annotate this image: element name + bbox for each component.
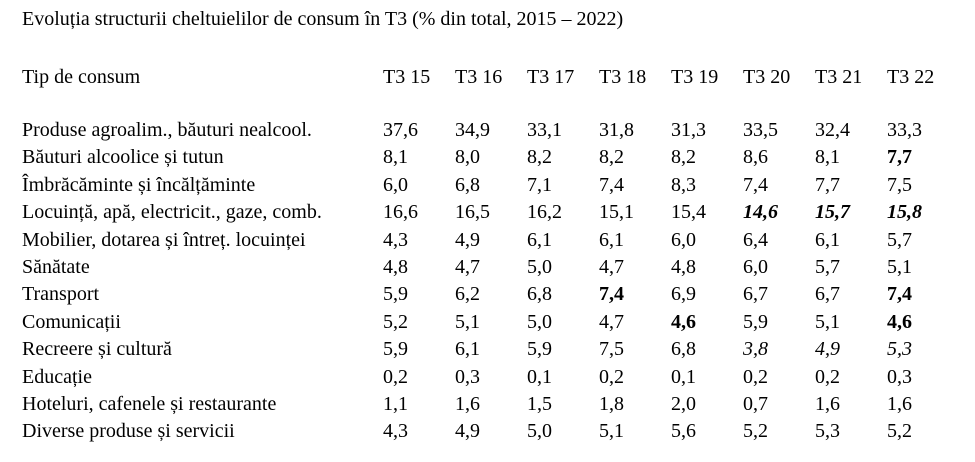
table-cell: 8,6 (743, 146, 768, 169)
table-cell: 0,3 (887, 365, 912, 388)
table-cell: 8,2 (671, 146, 696, 169)
table-cell: 6,0 (743, 256, 768, 278)
table-cell: 6,1 (455, 338, 480, 361)
table-cell: 6,1 (815, 228, 840, 251)
table-cell: 6,7 (743, 283, 768, 306)
column-header-4: T3 18 (599, 66, 647, 88)
table-cell: 31,3 (671, 119, 706, 141)
column-header-3: T3 17 (527, 66, 575, 88)
table-cell: 1,6 (887, 393, 912, 415)
table-cell: 15,7 (815, 201, 850, 224)
table-cell: 8,0 (455, 146, 480, 169)
table-cell: 3,8 (743, 338, 768, 361)
table-cell: 33,5 (743, 119, 778, 141)
table-cell: 7,7 (815, 173, 840, 196)
row-label: Hoteluri, cafenele și restaurante (22, 393, 277, 415)
table-cell: 0,2 (383, 365, 408, 388)
table-cell: 6,1 (599, 228, 624, 251)
table-cell: 15,4 (671, 201, 706, 224)
table-cell: 8,1 (383, 146, 408, 169)
table-cell: 5,1 (887, 256, 912, 278)
table-cell: 5,3 (815, 420, 840, 443)
table-cell: 5,7 (815, 256, 840, 278)
table-cell: 16,6 (383, 201, 418, 224)
table-cell: 1,6 (455, 393, 480, 415)
table-cell: 5,1 (815, 310, 840, 333)
table-cell: 4,7 (599, 256, 624, 278)
table-cell: 0,1 (527, 365, 552, 388)
column-header-6: T3 20 (743, 66, 791, 88)
row-label: Diverse produse și servicii (22, 420, 235, 443)
table-cell: 15,1 (599, 201, 634, 224)
table-cell: 5,3 (887, 338, 912, 361)
table-cell: 16,5 (455, 201, 490, 224)
table-cell: 5,0 (527, 256, 552, 278)
table-cell: 6,8 (455, 173, 480, 196)
table-cell: 0,7 (743, 393, 768, 415)
table-cell: 7,7 (887, 146, 912, 169)
table-cell: 0,3 (455, 365, 480, 388)
table-cell: 5,2 (743, 420, 768, 443)
table-cell: 4,7 (455, 256, 480, 278)
table-cell: 4,9 (815, 338, 840, 361)
table-cell: 7,4 (599, 173, 624, 196)
table-cell: 15,8 (887, 201, 922, 224)
column-header-label: Tip de consum (22, 66, 141, 88)
table-cell: 7,4 (887, 283, 912, 306)
table-cell: 6,1 (527, 228, 552, 251)
table-cell: 5,9 (527, 338, 552, 361)
table-cell: 6,2 (455, 283, 480, 306)
column-header-8: T3 22 (887, 66, 935, 88)
table-cell: 4,9 (455, 228, 480, 251)
table-cell: 1,8 (599, 393, 624, 415)
row-label: Băuturi alcoolice și tutun (22, 146, 224, 169)
table-cell: 7,5 (599, 338, 624, 361)
table-cell: 5,9 (743, 310, 768, 333)
row-label: Produse agroalim., băuturi nealcool. (22, 119, 312, 141)
table-cell: 37,6 (383, 119, 418, 141)
table-cell: 6,8 (671, 338, 696, 361)
table-cell: 7,1 (527, 173, 552, 196)
page-title: Evoluția structurii cheltuielilor de consum în T3 (% din total, 2015 – 2022) (22, 8, 624, 30)
row-label: Recreere și cultură (22, 338, 172, 361)
table-cell: 14,6 (743, 201, 778, 224)
table-cell: 5,6 (671, 420, 696, 443)
table-cell: 6,7 (815, 283, 840, 306)
row-label: Mobilier, dotarea și întreț. locuinței (22, 228, 306, 251)
table-cell: 4,8 (671, 256, 696, 278)
row-label: Educație (22, 365, 92, 388)
table-cell: 0,2 (599, 365, 624, 388)
table-cell: 31,8 (599, 119, 634, 141)
row-label: Îmbrăcăminte și încălțăminte (22, 173, 256, 196)
table-cell: 5,0 (527, 420, 552, 443)
table-cell: 0,2 (743, 365, 768, 388)
table-cell: 32,4 (815, 119, 850, 141)
table-cell: 5,2 (887, 420, 912, 443)
column-header-2: T3 16 (455, 66, 503, 88)
row-label: Comunicații (22, 310, 121, 333)
table-cell: 4,6 (671, 310, 696, 333)
table-cell: 0,1 (671, 365, 696, 388)
table-cell: 6,0 (383, 173, 408, 196)
table-cell: 16,2 (527, 201, 562, 224)
table-cell: 2,0 (671, 393, 696, 415)
row-label: Locuință, apă, electricit., gaze, comb. (22, 201, 322, 224)
table-cell: 5,7 (887, 228, 912, 251)
table-cell: 8,1 (815, 146, 840, 169)
table-cell: 33,1 (527, 119, 562, 141)
table-cell: 7,5 (887, 173, 912, 196)
table-cell: 1,6 (815, 393, 840, 415)
table-cell: 5,0 (527, 310, 552, 333)
table-cell: 4,3 (383, 420, 408, 443)
table-cell: 8,2 (527, 146, 552, 169)
row-label: Transport (22, 283, 100, 306)
table-cell: 8,2 (599, 146, 624, 169)
column-header-1: T3 15 (383, 66, 431, 88)
column-header-5: T3 19 (671, 66, 719, 88)
table-cell: 6,8 (527, 283, 552, 306)
table-cell: 33,3 (887, 119, 922, 141)
table-cell: 1,1 (383, 393, 408, 415)
table-cell: 4,9 (455, 420, 480, 443)
table-cell: 5,1 (455, 310, 480, 333)
table-cell: 6,9 (671, 283, 696, 306)
table-cell: 7,4 (599, 283, 624, 306)
table-cell: 5,9 (383, 338, 408, 361)
table-cell: 4,3 (383, 228, 408, 251)
column-header-7: T3 21 (815, 66, 863, 88)
table-cell: 1,5 (527, 393, 552, 415)
table-cell: 0,2 (815, 365, 840, 388)
table-cell: 4,8 (383, 256, 408, 278)
table-cell: 4,6 (887, 310, 912, 333)
table-cell: 5,1 (599, 420, 624, 443)
table-cell: 6,0 (671, 228, 696, 251)
table-cell: 6,4 (743, 228, 768, 251)
table-cell: 4,7 (599, 310, 624, 333)
table-cell: 5,9 (383, 283, 408, 306)
table-cell: 7,4 (743, 173, 768, 196)
table-cell: 5,2 (383, 310, 408, 333)
table-cell: 34,9 (455, 119, 490, 141)
table-cell: 8,3 (671, 173, 696, 196)
row-label: Sănătate (22, 256, 90, 278)
